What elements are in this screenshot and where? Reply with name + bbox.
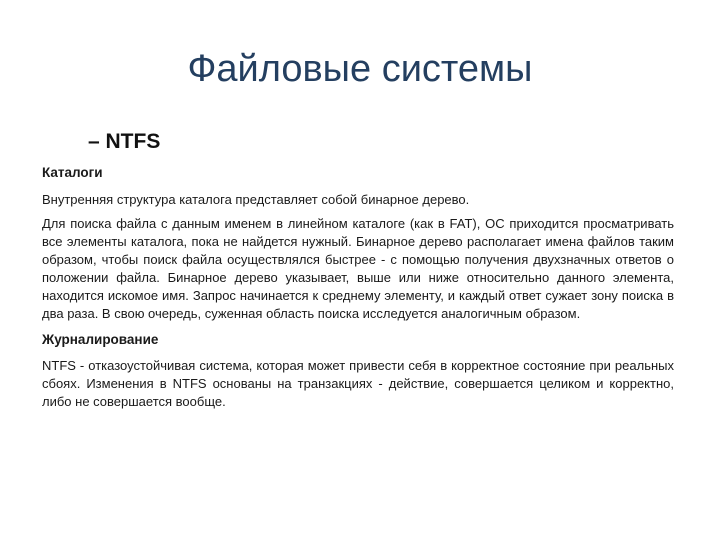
- paragraph-catalog-structure: Внутренняя структура каталога представляет собой бинарное дерево.: [42, 192, 470, 207]
- slide-content: [42, 164, 674, 419]
- section-heading-journaling: Журналирование: [42, 332, 159, 347]
- slide-title: Файловые системы: [187, 48, 533, 90]
- paragraph-catalog-search: Для поиска файла с данным именем в линейном каталоге (как в FAT), ОС приходится просматривать все элементы каталога, пока не найдется нужный. Бинарное дерево располагает имена файлов таким образом, чтобы поиск файла осуществлялся быстрее - с помощью получения двухзначных ответов о положении файла. Бинарное дерево указывает, выше или ниже относительно данного элемента, находится искомое имя. Запрос начинается к среднему элементу, и каждый ответ сужает зону поиска в два раза. В свою очередь, суженная область поиска исследуется аналогичным образом.: [42, 216, 674, 321]
- section-heading-catalogs: Каталоги: [42, 165, 103, 180]
- paragraph-journaling: NTFS - отказоустойчивая система, которая может привести себя в корректное состояние при реальных сбоях. Изменения в NTFS основаны на транзакциях - действие, совершается целиком и корректно, либо не совершается вообще.: [42, 358, 674, 409]
- slide-subtitle: – NTFS: [88, 130, 161, 153]
